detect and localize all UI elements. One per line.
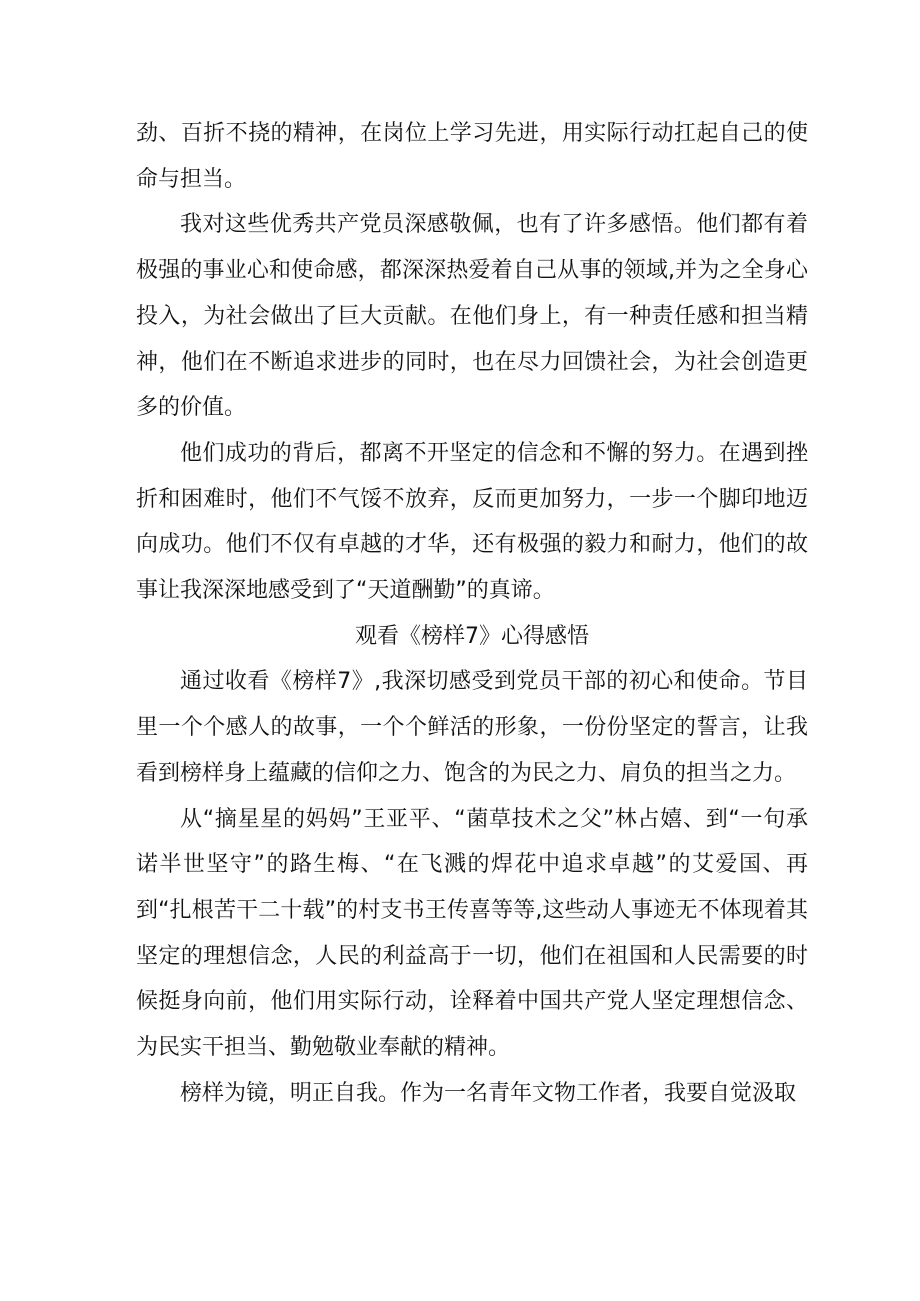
paragraph-reflection: 我对这些优秀共产党员深感敬佩，也有了许多感悟。他们都有着极强的事业心和使命感，都深深热爱着自己从事的领域,并为之全身心投入，为社会做出了巨大贡献。在他们身上，有一种责任感和担当精神，他们在不断追求进步的同时，也在尽力回馈社会，为社会创造更多的价值。 — [136, 212, 808, 421]
paragraph-self-reflection: 榜样为镜，明正自我。作为一名青年文物工作者，我要自觉汲取 — [180, 1080, 797, 1106]
paragraph-section-intro: 通过收看《榜样7》,我深切感受到党员干部的初心和使命。节目里一个个感人的故事，一个个鲜活的形象，一份份坚定的誓言，让我看到榜样身上蕴藏的信仰之力、饱含的为民之力、肩负的担当之力。 — [136, 669, 808, 786]
paragraph-perseverance: 他们成功的背后，都离不开坚定的信念和不懈的努力。在遇到挫折和困难时，他们不气馁不放弃，反而更加努力，一步一个脚印地迈向成功。他们不仅有卓越的才华，还有极强的毅力和耐力，他们的故事让我深深地感受到了“天道酬勤”的真谛。 — [136, 440, 808, 604]
section-title: 观看《榜样7》心得感悟 — [355, 623, 589, 649]
paragraph-continuation: 劲、百折不挠的精神，在岗位上学习先进，用实际行动扛起自己的使命与担当。 — [136, 121, 808, 192]
paragraph-role-models: 从“摘星星的妈妈”王亚平、“菌草技术之父”林占嬉、到“一句承诺半世坚守”的路生梅、“在飞溅的焊花中追求卓越”的艾爱国、再到“扎根苦干二十载”的村支书王传喜等等,这些动人事迹无不体现着其坚定的理想信念，人民的利益高于一切，他们在祖国和人民需要的时候挺身向前，他们用实际行动，诠释着中国共产党人坚定理想信念、为民实干担当、勤勉敬业奉献的精神。 — [136, 806, 808, 1061]
document-body — [136, 111, 808, 1116]
